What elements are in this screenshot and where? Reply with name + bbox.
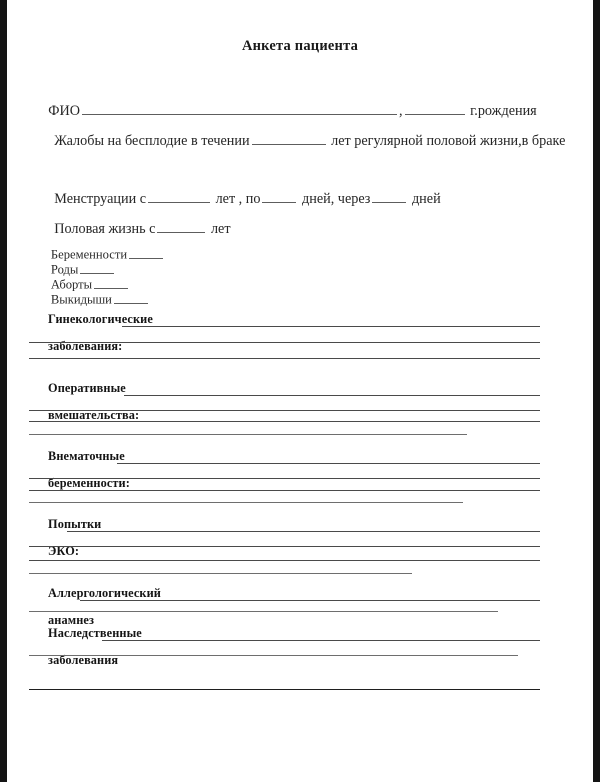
gynecological-diseases-line2: заболевания: bbox=[48, 339, 123, 354]
ectopic-pregnancies-rule-3[interactable] bbox=[29, 490, 540, 491]
ivf-attempts-line1: Попытки bbox=[48, 517, 102, 532]
pregnancies-label: Беременности bbox=[50, 248, 128, 263]
hereditary-diseases-line2: заболевания bbox=[48, 653, 119, 668]
birth-year-label: г.рождения bbox=[470, 103, 537, 120]
section-surgical-interventions-label bbox=[29, 369, 139, 436]
complaint-prefix-label: Жалобы на бесплодие в течении bbox=[54, 133, 250, 150]
section-gynecological-diseases-label bbox=[29, 300, 153, 367]
form-sheet bbox=[7, 0, 593, 782]
ectopic-pregnancies-line1: Внематочные bbox=[48, 449, 125, 464]
ectopic-pregnancies-rule-2[interactable] bbox=[29, 478, 540, 479]
surgical-interventions-rule-4[interactable] bbox=[29, 434, 467, 435]
gynecological-diseases-line1: Гинекологические bbox=[48, 312, 153, 327]
ivf-attempts-rule-1[interactable] bbox=[67, 531, 540, 532]
scan-edge-left bbox=[0, 0, 7, 782]
sexual-life-prefix-label: Половая жизнь с bbox=[54, 221, 156, 238]
allergy-history-rule-1[interactable] bbox=[80, 600, 540, 601]
menstruation-cycle-blank[interactable] bbox=[372, 189, 406, 203]
surgical-interventions-rule-2[interactable] bbox=[29, 410, 540, 411]
allergy-history-line1: Аллергологический bbox=[48, 586, 161, 601]
menstruation-suffix-label: дней bbox=[411, 191, 441, 208]
section-hereditary-diseases-label bbox=[29, 614, 142, 681]
surgical-interventions-rule-3[interactable] bbox=[29, 421, 540, 422]
gynecological-diseases-rule-2[interactable] bbox=[29, 342, 540, 343]
fio-label: ФИО bbox=[48, 103, 80, 120]
allergy-history-rule-2[interactable] bbox=[29, 611, 498, 612]
menstruation-mid1-label: лет , по bbox=[215, 191, 261, 208]
menstruation-mid2-label: дней, через bbox=[302, 191, 371, 208]
gynecological-diseases-rule-1[interactable] bbox=[122, 326, 540, 327]
ivf-attempts-line2: ЭКО: bbox=[48, 544, 80, 559]
surgical-interventions-line1: Оперативные bbox=[48, 381, 126, 396]
menstruation-onset-age-blank[interactable] bbox=[148, 189, 210, 203]
fio-comma: , bbox=[398, 103, 403, 120]
closing-rule bbox=[29, 689, 540, 690]
ectopic-pregnancies-rule-4[interactable] bbox=[29, 502, 463, 503]
complaint-suffix-label: лет регулярной половой жизни,в браке bbox=[331, 133, 566, 150]
sexual-life-suffix-label: лет bbox=[210, 221, 231, 238]
page-title: Анкета пациента bbox=[241, 38, 359, 54]
menstruation-prefix-label: Менструации с bbox=[54, 191, 147, 208]
field-infertility-complaint bbox=[33, 115, 565, 166]
miscarriages-label: Выкидыши bbox=[50, 293, 112, 308]
surgical-interventions-rule-1[interactable] bbox=[124, 395, 540, 396]
ectopic-pregnancies-line2: беременности: bbox=[48, 476, 130, 491]
gynecological-diseases-rule-3[interactable] bbox=[29, 358, 540, 359]
hereditary-diseases-rule-1[interactable] bbox=[102, 640, 540, 641]
ivf-attempts-rule-3[interactable] bbox=[29, 560, 540, 561]
birth-year-input-blank[interactable] bbox=[405, 101, 465, 115]
ivf-attempts-rule-2[interactable] bbox=[29, 546, 540, 547]
fio-input-blank[interactable] bbox=[82, 101, 397, 115]
surgical-interventions-line2: вмешательства: bbox=[48, 408, 140, 423]
section-ivf-attempts-label bbox=[29, 505, 101, 572]
menstruation-duration-blank[interactable] bbox=[262, 189, 296, 203]
hereditary-diseases-rule-2[interactable] bbox=[29, 655, 518, 656]
ectopic-pregnancies-rule-1[interactable] bbox=[117, 463, 540, 464]
pregnancies-count-blank[interactable] bbox=[129, 246, 163, 259]
abortions-label: Аборты bbox=[50, 278, 93, 293]
complaint-years-input-blank[interactable] bbox=[252, 131, 326, 145]
births-label: Роды bbox=[50, 263, 79, 278]
hereditary-diseases-line1: Наследственные bbox=[48, 626, 142, 641]
section-ectopic-pregnancies-label bbox=[29, 437, 130, 504]
scan-edge-right bbox=[593, 0, 600, 782]
allergy-history-line2: анамнез bbox=[48, 613, 94, 628]
